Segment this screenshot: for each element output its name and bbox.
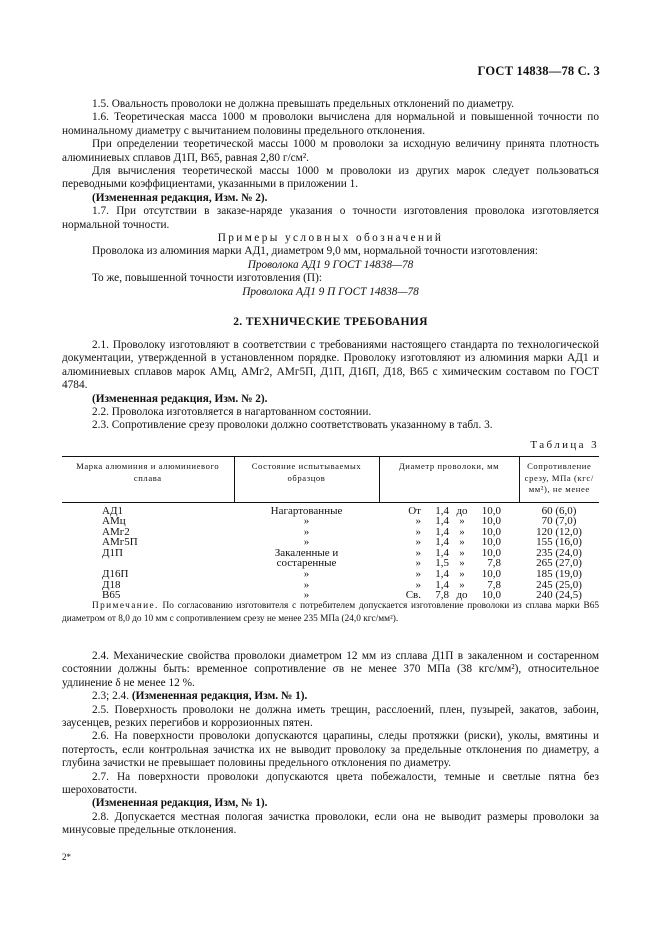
diameter-to: » [459, 515, 465, 528]
cell-shear: 120 (12,0) [536, 525, 582, 538]
table-row [62, 527, 599, 538]
diameter-to: » [459, 536, 465, 549]
diameter-prefix: Св. [405, 589, 421, 602]
cell-state: Закаленные и [274, 546, 339, 559]
diameter-to: » [459, 578, 465, 591]
diameter-to: до [456, 589, 468, 602]
cell-shear: 265 (27,0) [536, 557, 582, 570]
section-2-continued [62, 650, 599, 838]
cell-shear: 240 (24,5) [536, 589, 582, 602]
section-title: 2. ТЕХНИЧЕСКИЕ ТРЕБОВАНИЯ [233, 315, 428, 328]
column-header-shear: Сопротивление срезу, МПа (кгс/мм²), не менее [519, 457, 599, 503]
cell-grade: АМц [102, 515, 126, 528]
cell-diameter [379, 502, 519, 516]
diameter-max: 10,0 [481, 525, 501, 538]
diameter-prefix: От [408, 504, 421, 517]
note-label: Примечание. [92, 601, 159, 611]
cell-state: Нагартованные [270, 504, 343, 517]
example-2-code: Проволока АД1 9 П ГОСТ 14838—78 [242, 285, 419, 298]
section-2-text [62, 339, 599, 433]
column-header-grade: Марка алюминия и алюминиевого сплава [62, 457, 234, 503]
table-row [62, 558, 599, 569]
diameter-max: 10,0 [481, 504, 501, 517]
cell-shear: 245 (25,0) [536, 578, 582, 591]
diameter-prefix: » [415, 557, 421, 570]
diameter-max: 10,0 [481, 515, 501, 528]
cell-state: » [303, 568, 310, 581]
amendment-prefix: 2.3; 2.4. [92, 690, 132, 703]
diameter-to: » [459, 525, 465, 538]
amendment-note: (Измененная редакция, Изм. № 2). [92, 392, 268, 405]
diameter-min: 1,4 [435, 515, 449, 528]
note-text: По согласованию изготовителя с потребителем допускается изготовление проволоки из сплава марки В65 диаметром от 8,0 до 10 мм с сопротивлением срезу не менее 235 МПа (24,0 кгс/мм²). [62, 601, 599, 624]
diameter-min: 7,8 [435, 589, 449, 602]
column-header-diameter: Диаметр проволоки, мм [379, 457, 519, 503]
cell-state: » [303, 578, 310, 591]
cell-grade: Д16П [102, 568, 129, 581]
cell-grade [62, 558, 234, 569]
amendment-2-3-2-4 [62, 690, 599, 703]
diameter-min: 1,4 [435, 504, 449, 517]
cell-grade: Д1П [102, 546, 123, 559]
paragraph-1-7: 1.7. При отсутствии в заказе-наряде указания о точности изготовления проволока изготовляется нормальной точности. [62, 205, 599, 231]
column-header-state: Состояние испытываемых образцов [234, 457, 379, 503]
paragraph-2-1: 2.1. Проволоку изготовляют в соответствии с требованиями настоящего стандарта по технологической документации, утвержденной в установленном порядке. Проволоку изготовляют из алюминия марки АД1 и алюминиевых сплавов марок АМц, АМг2, АМг5П, Д1П, Д16П, Д18, В65 с химическим составом по ГОСТ 4784. [62, 339, 599, 392]
diameter-max: 10,0 [481, 568, 501, 581]
page-header: ГОСТ 14838—78 С. 3 [477, 64, 600, 78]
table-header-row [62, 457, 599, 503]
diameter-to: » [459, 568, 465, 581]
section-1-text [62, 98, 599, 299]
table-row [62, 580, 599, 591]
example-1-code: Проволока АД1 9 ГОСТ 14838—78 [247, 258, 414, 271]
diameter-max: 7,8 [487, 557, 501, 570]
example-2-text: То же, повышенной точности изготовления (П): [92, 272, 322, 285]
paragraph-2-6: 2.6. На поверхности проволоки допускаются царапины, следы протяжки (риски), уколы, вмятины и потертость, если контрольная зачистка их не выводит проволоку за предельные отклонения по диаметру, а глубина зачистки не превышает половины предельного отклонения по диаметру. [62, 730, 599, 770]
diameter-prefix: » [415, 578, 421, 591]
table-caption: Таблица 3 [530, 439, 599, 451]
paragraph-1-5: 1.5. Овальность проволоки не должна превышать предельных отклонений по диаметру. [92, 98, 514, 110]
examples-title: Примеры условных обозначений [217, 232, 444, 245]
cell-state: » [303, 515, 310, 528]
diameter-to: » [459, 546, 465, 559]
page-footer: 2* [62, 852, 71, 862]
shear-resistance-table [62, 456, 599, 601]
table-row [62, 569, 599, 580]
diameter-prefix: » [415, 515, 421, 528]
diameter-min: 1,4 [435, 536, 449, 549]
amendment-note: (Измененная редакция, Изм, № 1). [92, 797, 268, 810]
cell-shear: 70 (7,0) [541, 515, 577, 528]
cell-shear: 185 (19,0) [536, 568, 582, 581]
cell-state: » [303, 525, 310, 538]
cell-shear: 60 (6,0) [541, 504, 577, 517]
diameter-to: » [459, 557, 465, 570]
amendment-note: (Измененная редакция, Изм. № 1). [131, 690, 308, 703]
diameter-prefix: » [415, 525, 421, 538]
diameter-max: 10,0 [481, 536, 501, 549]
paragraph-1-6a: 1.6. Теоретическая масса 1000 м проволоки вычислена для нормальной и повышенной точности по номинальному диаметру с вычитанием половины предельного отклонения. [62, 111, 599, 137]
cell-grade: АД1 [102, 504, 123, 517]
cell-shear: 155 (16,0) [536, 536, 582, 549]
diameter-min: 1,4 [435, 525, 449, 538]
diameter-min: 1,5 [435, 557, 449, 570]
paragraph-2-3: 2.3. Сопротивление срезу проволоки должно соответствовать указанному в табл. 3. [92, 419, 493, 432]
paragraph-2-2: 2.2. Проволока изготовляется в нагартованном состоянии. [92, 406, 372, 419]
diameter-prefix: » [415, 536, 421, 549]
cell-state: состаренные [276, 557, 337, 570]
example-1-text: Проволока из алюминия марки АД1, диаметром 9,0 мм, нормальной точности изготовления: [92, 245, 538, 258]
cell-grade: АМг5П [102, 536, 138, 549]
paragraph-2-4: 2.4. Механические свойства проволоки диаметром 12 мм из сплава Д1П в закаленном и состаренном состоянии должны быть: временное сопротивление σв не менее 370 МПа (38 кгс/мм²), относительное удлинение δ не менее 12 %. [62, 650, 599, 689]
paragraph-2-7: 2.7. На поверхности проволоки допускаются цвета побежалости, темные и светлые пятна без шероховатости. [62, 770, 599, 797]
cell-state: » [303, 536, 310, 549]
diameter-min: 1,4 [435, 568, 449, 581]
paragraph-1-6b: При определении теоретической массы 1000 м проволоки за исходную величину принята плотность алюминиевых сплавов Д1П, В65, равная 2,80 г/см². [62, 138, 599, 164]
cell-state: » [303, 589, 310, 602]
cell-grade: В65 [102, 589, 121, 602]
cell-shear: 235 (24,0) [536, 546, 582, 559]
diameter-max: 10,0 [481, 546, 501, 559]
diameter-max: 10,0 [481, 589, 501, 602]
diameter-min: 1,4 [435, 546, 449, 559]
paragraph-2-8: 2.8. Допускается местная пологая зачистка проволоки, если она не выводит размеры проволоки за минусовые предельные отклонения. [62, 810, 599, 837]
table-body [62, 502, 599, 601]
table-row [62, 516, 599, 527]
cell-grade: АМг2 [102, 525, 130, 538]
diameter-prefix: » [415, 568, 421, 581]
table-note [62, 600, 599, 625]
cell-grade: Д18 [102, 578, 121, 591]
diameter-to: до [456, 504, 468, 517]
diameter-min: 1,4 [435, 578, 449, 591]
paragraph-2-5: 2.5. Поверхность проволоки не должна иметь трещин, расслоений, плен, пузырей, закатов, забоин, заусенцев, резких перегибов и коррозионных пятен. [62, 703, 599, 730]
amendment-note: (Измененная редакция, Изм. № 2). [92, 191, 268, 204]
diameter-max: 7,8 [487, 578, 501, 591]
table-row [62, 502, 599, 516]
diameter-prefix: » [415, 546, 421, 559]
paragraph-1-6c: Для вычисления теоретической массы 1000 м проволоки из других марок следует пользоваться переводными коэффициентами, указанными в приложении 1. [62, 165, 599, 191]
